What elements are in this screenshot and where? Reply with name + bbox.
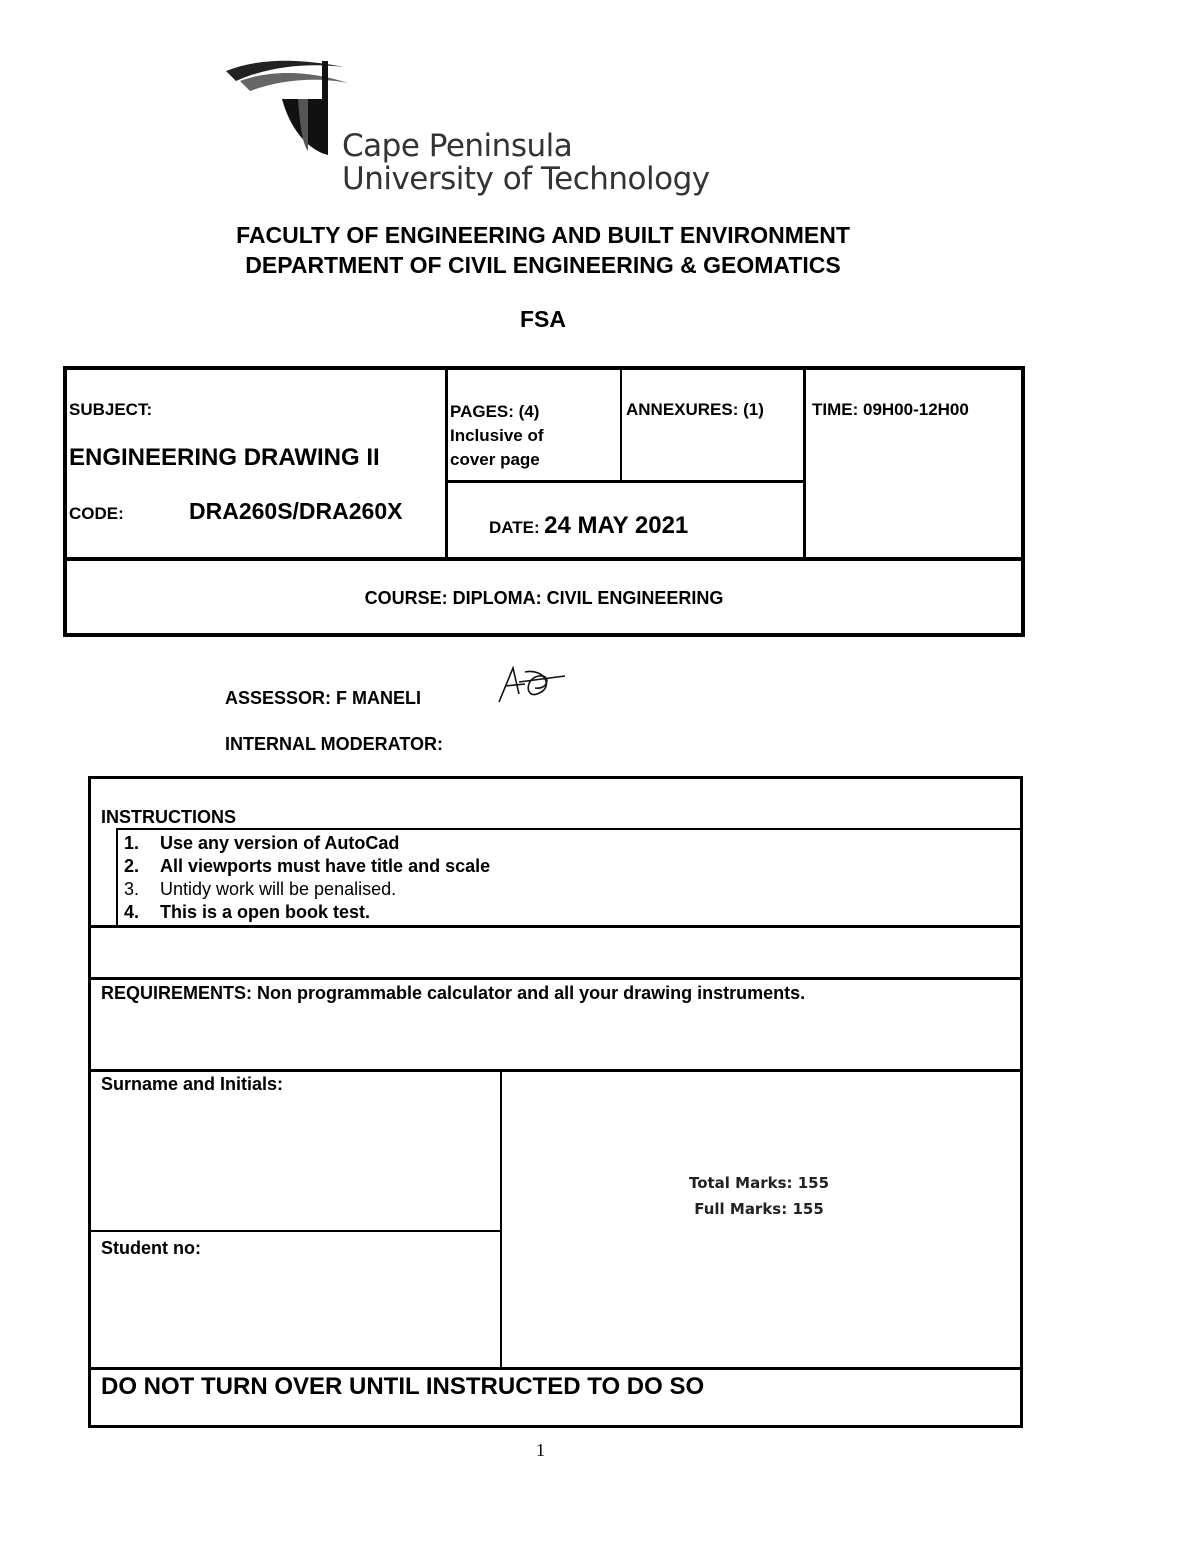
assessment-type: FSA (520, 306, 566, 332)
page-number: 1 (536, 1440, 545, 1460)
pages-count: PAGES: (4) (450, 402, 540, 421)
table-divider (91, 1230, 502, 1232)
list-item: 2. All viewports must have title and scale (124, 856, 491, 876)
course-info: COURSE: DIPLOMA: CIVIL ENGINEERING (364, 588, 724, 608)
student-no-label: Student no: (101, 1238, 201, 1258)
list-item: 4. This is a open book test. (124, 902, 371, 922)
time-info: TIME: 09H00-12H00 (812, 400, 969, 419)
table-divider (620, 370, 622, 482)
table-divider (91, 1069, 1020, 1072)
date-value: 24 MAY 2021 (544, 512, 689, 539)
warning-text: DO NOT TURN OVER UNTIL INSTRUCTED TO DO SO (101, 1373, 705, 1400)
department-heading: DEPARTMENT OF CIVIL ENGINEERING & GEOMATICS (245, 252, 841, 278)
subject-value: ENGINEERING DRAWING II (69, 444, 380, 471)
table-divider (803, 370, 806, 559)
code-value: DRA260S/DRA260X (189, 498, 403, 524)
table-divider (445, 480, 806, 483)
requirements-text: REQUIREMENTS: Non programmable calculator and all your drawing instruments. (101, 983, 806, 1003)
logo-name-line2: University of Technology (342, 161, 710, 197)
logo-name-line1: Cape Peninsula (342, 128, 573, 164)
table-divider (67, 557, 1021, 561)
instructions-heading: INSTRUCTIONS (101, 807, 236, 827)
pages-note-1: Inclusive of (450, 426, 544, 445)
assessor-signature (495, 658, 567, 706)
pages-note-2: cover page (450, 450, 540, 469)
annexures-info: ANNEXURES: (1) (626, 400, 764, 419)
table-divider (91, 925, 1020, 928)
table-divider (116, 828, 118, 926)
instructions-list (124, 832, 490, 924)
exam-info-table (63, 366, 1025, 637)
list-item: 1. Use any version of AutoCad (124, 833, 400, 853)
pages-info (450, 400, 544, 472)
faculty-heading: FACULTY OF ENGINEERING AND BUILT ENVIRONMENT (236, 222, 850, 248)
internal-moderator: INTERNAL MODERATOR: (225, 734, 443, 754)
total-marks: Total Marks: 155 (688, 1174, 830, 1192)
list-item: 3. Untidy work will be penalised. (124, 879, 397, 899)
assessor: ASSESSOR: F MANELI (225, 688, 422, 708)
full-marks: Full Marks: 155 (694, 1200, 824, 1218)
table-divider (445, 370, 448, 559)
date-info (489, 512, 688, 540)
date-label: DATE: (489, 518, 540, 537)
marks-summary (500, 1170, 1018, 1222)
table-divider (118, 828, 1020, 830)
code-label: CODE: (69, 504, 124, 523)
table-divider (91, 1367, 1020, 1370)
surname-label: Surname and Initials: (101, 1074, 284, 1094)
table-divider (91, 977, 1020, 980)
subject-label: SUBJECT: (69, 400, 153, 419)
